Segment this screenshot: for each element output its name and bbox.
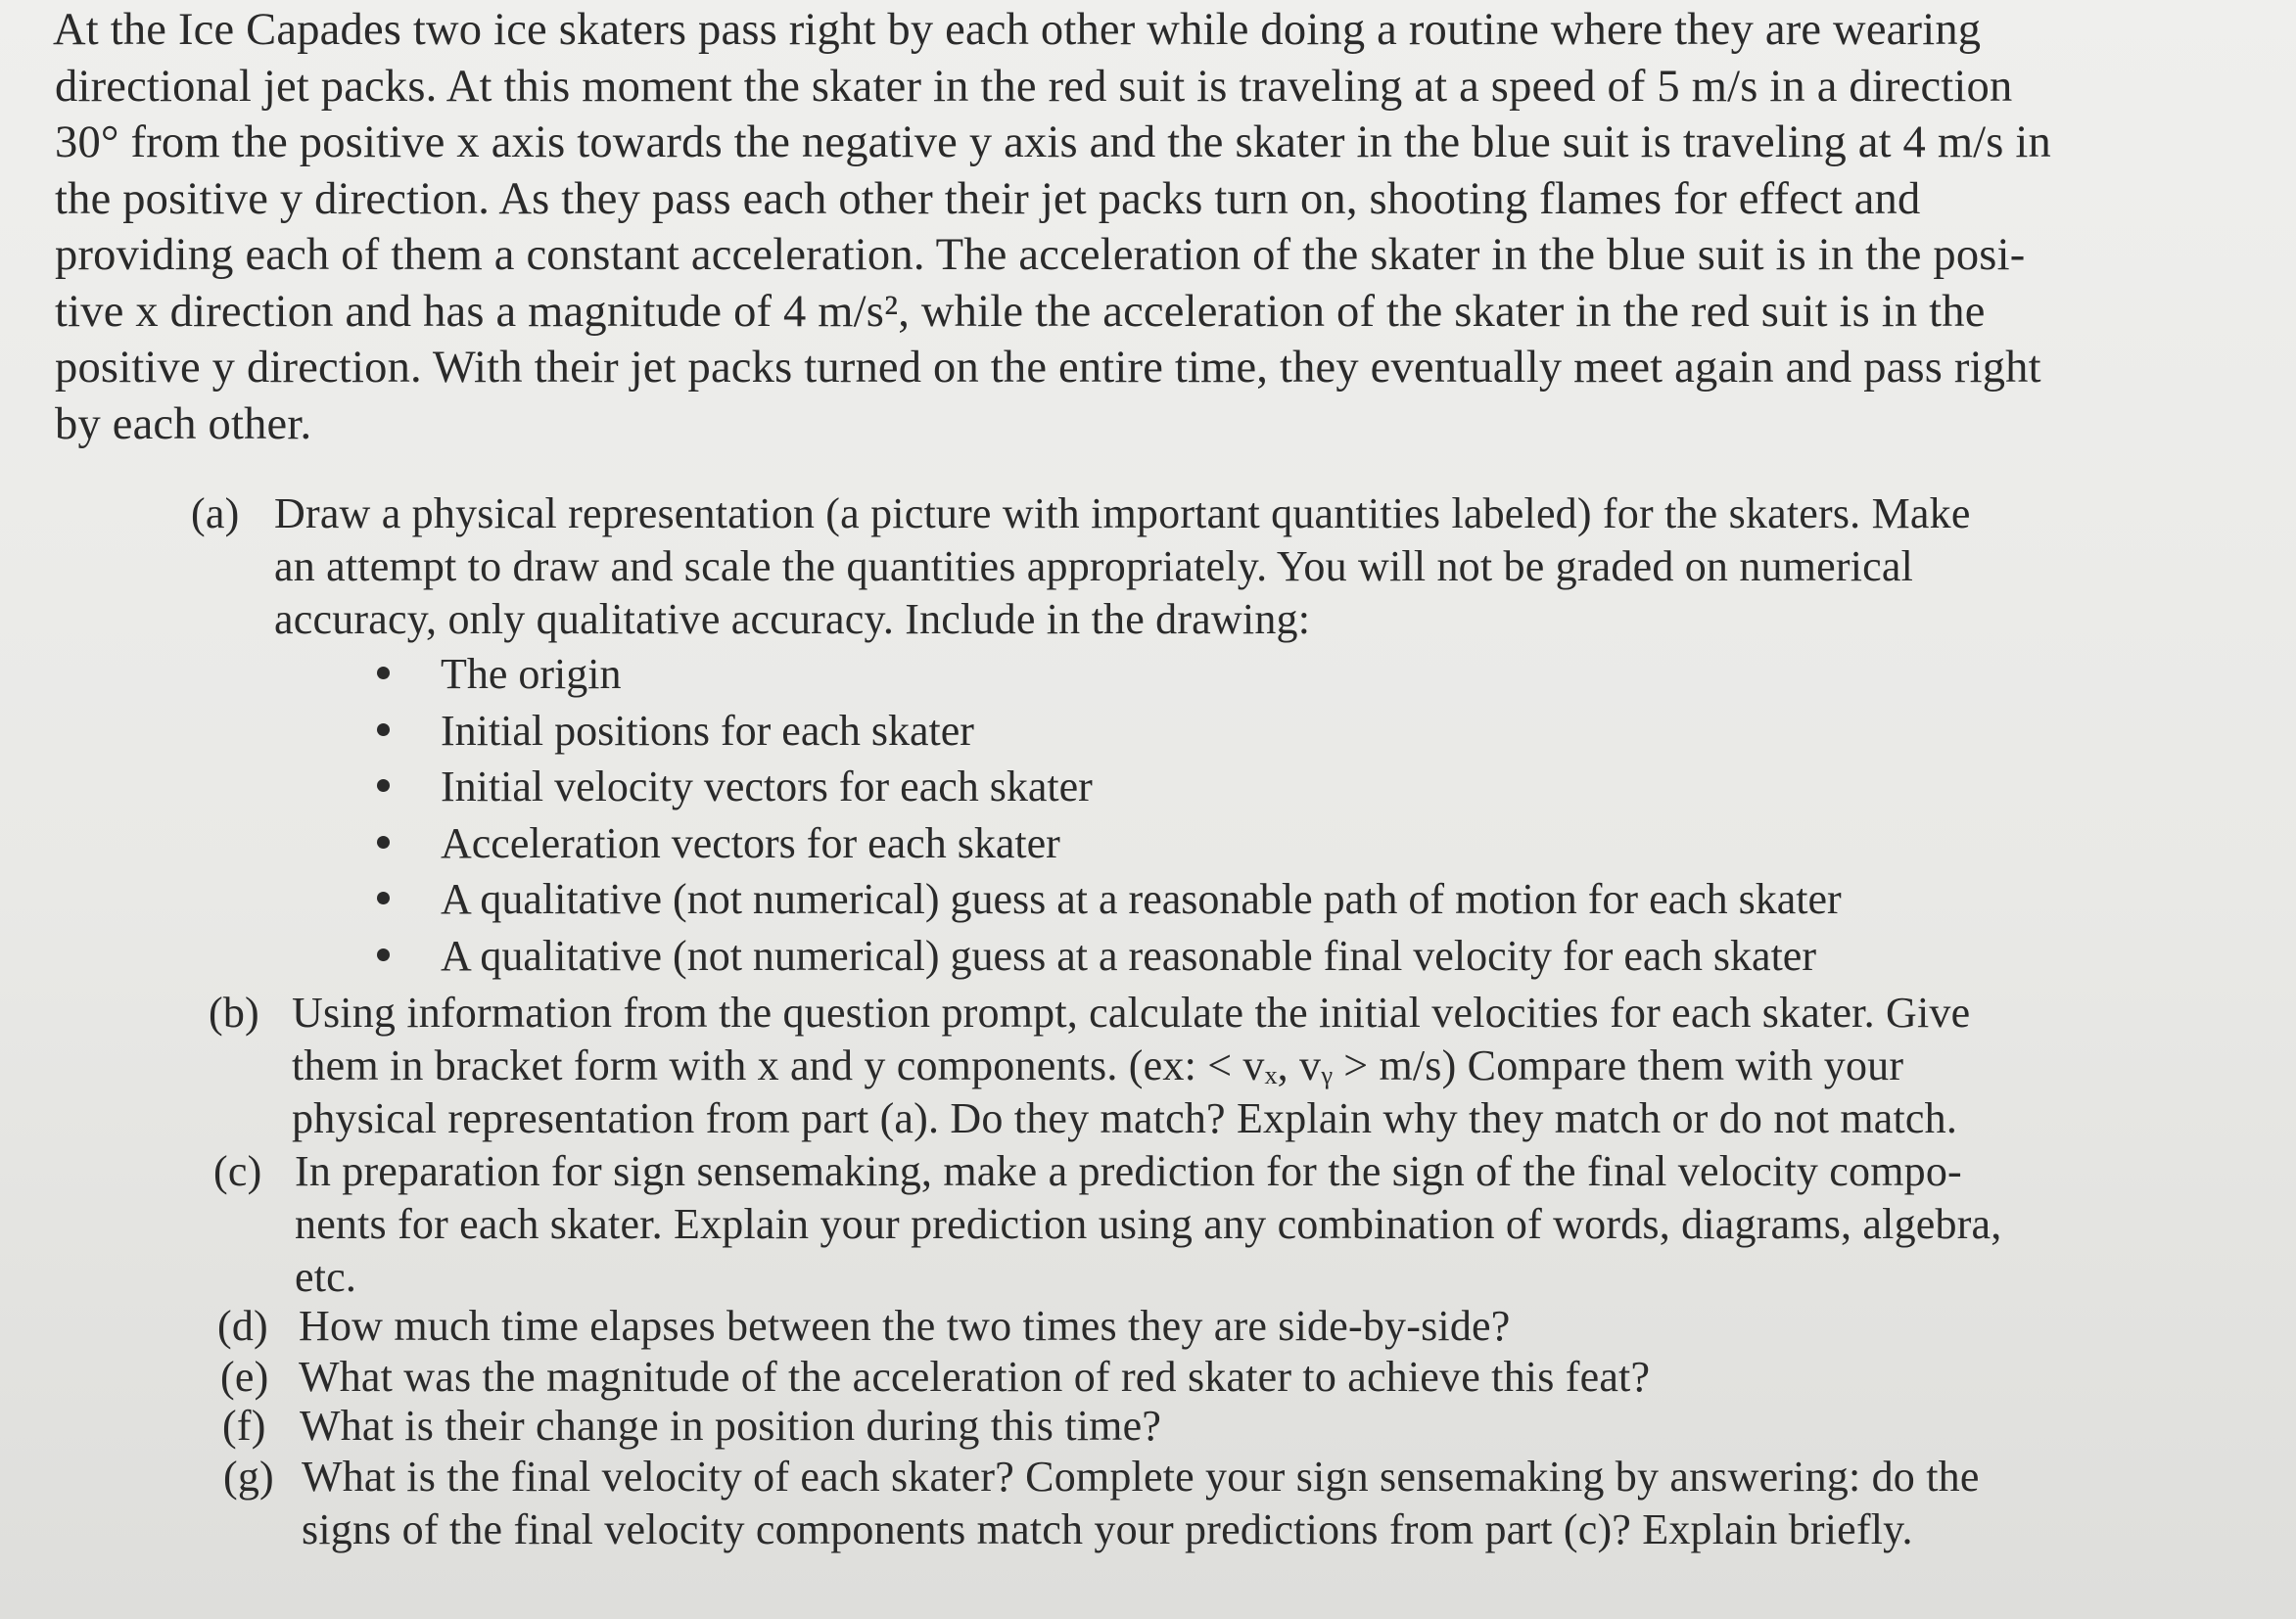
- part-e-line: What was the magnitude of the acceleration of red skater to achieve this feat?: [299, 1353, 1651, 1401]
- problem-line: directional jet packs. At this moment the skater in the red suit is traveling at a speed of 5 m/s in a direction: [55, 61, 2013, 112]
- bullet-icon: [377, 948, 390, 961]
- checklist-item: [377, 928, 1842, 985]
- problem-line: providing each of them a constant acceleration. The acceleration of the skater in the blue suit is in the posi-: [55, 230, 2026, 280]
- checklist-text: A qualitative (not numerical) guess at a reasonable final velocity for each skater: [441, 931, 1816, 980]
- part-letter: (b): [209, 989, 259, 1037]
- part-f-line: What is their change in position during this time?: [300, 1402, 1162, 1450]
- part-g-line: What is the final velocity of each skater? Complete your sign sensemaking by answering: do the: [302, 1453, 1980, 1501]
- part-letter: (d): [217, 1302, 268, 1350]
- part-c-line: In preparation for sign sensemaking, make a prediction for the sign of the final velocity compo-: [295, 1147, 1962, 1195]
- part-a-line: accuracy, only qualitative accuracy. Include in the drawing:: [274, 595, 1311, 643]
- problem-statement: [55, 0, 2121, 452]
- checklist-item: [377, 759, 1842, 815]
- part-a-line: an attempt to draw and scale the quantities appropriately. You will not be graded on numerical: [274, 542, 1914, 590]
- bullet-icon: [377, 779, 390, 792]
- bullet-icon: [377, 836, 390, 849]
- part-letter: (c): [213, 1147, 262, 1195]
- part-letter: (e): [220, 1353, 269, 1401]
- part-letter: (g): [223, 1453, 274, 1501]
- checklist-item: [377, 646, 1842, 703]
- problem-line: by each other.: [55, 398, 312, 449]
- problem-line: 30° from the positive x axis towards the negative y axis and the skater in the blue suit is traveling at 4 m/s in: [55, 117, 2051, 167]
- checklist-item: [377, 871, 1842, 928]
- problem-line: tive x direction and has a magnitude of 4 m/s², while the acceleration of the skater in the red suit is in the: [55, 286, 1986, 337]
- bullet-icon: [377, 892, 390, 904]
- part-c-line: nents for each skater. Explain your prediction using any combination of words, diagrams, algebra,: [295, 1200, 2002, 1248]
- problem-line: the positive y direction. As they pass each other their jet packs turn on, shooting flames for effect and: [55, 173, 1921, 224]
- part-b-line: Using information from the question prompt, calculate the initial velocities for each skater. Give: [292, 989, 1971, 1037]
- part-letter: (a): [191, 489, 240, 537]
- problem-line: positive y direction. With their jet packs turned on the entire time, they eventually meet again and pass right: [55, 343, 2041, 393]
- bullet-icon: [377, 723, 390, 736]
- checklist-item: [377, 815, 1842, 872]
- checklist-text: Acceleration vectors for each skater: [441, 818, 1060, 867]
- part-b-line: physical representation from part (a). Do they match? Explain why they match or do not match.: [292, 1094, 1958, 1142]
- drawing-checklist: [377, 646, 1842, 984]
- checklist-text: Initial positions for each skater: [441, 706, 974, 755]
- problem-line: At the Ice Capades two ice skaters pass right by each other while doing a routine where they are wearing: [53, 5, 1982, 55]
- checklist-text: Initial velocity vectors for each skater: [441, 763, 1093, 810]
- part-c-line: etc.: [295, 1253, 357, 1301]
- part-letter: (f): [222, 1402, 266, 1450]
- checklist-text: A qualitative (not numerical) guess at a reasonable path of motion for each skater: [441, 875, 1842, 923]
- bullet-icon: [377, 667, 390, 679]
- part-d-line: How much time elapses between the two times they are side-by-side?: [299, 1302, 1511, 1350]
- checklist-text: The origin: [441, 650, 622, 698]
- part-a-line: Draw a physical representation (a picture with important quantities labeled) for the skaters. Make: [274, 489, 1971, 537]
- checklist-item: [377, 703, 1842, 760]
- part-b-line: them in bracket form with x and y components. (ex: < vₓ, vᵧ > m/s) Compare them with your: [292, 1041, 1904, 1089]
- part-g-line: signs of the final velocity components match your predictions from part (c)? Explain briefly.: [302, 1505, 1913, 1553]
